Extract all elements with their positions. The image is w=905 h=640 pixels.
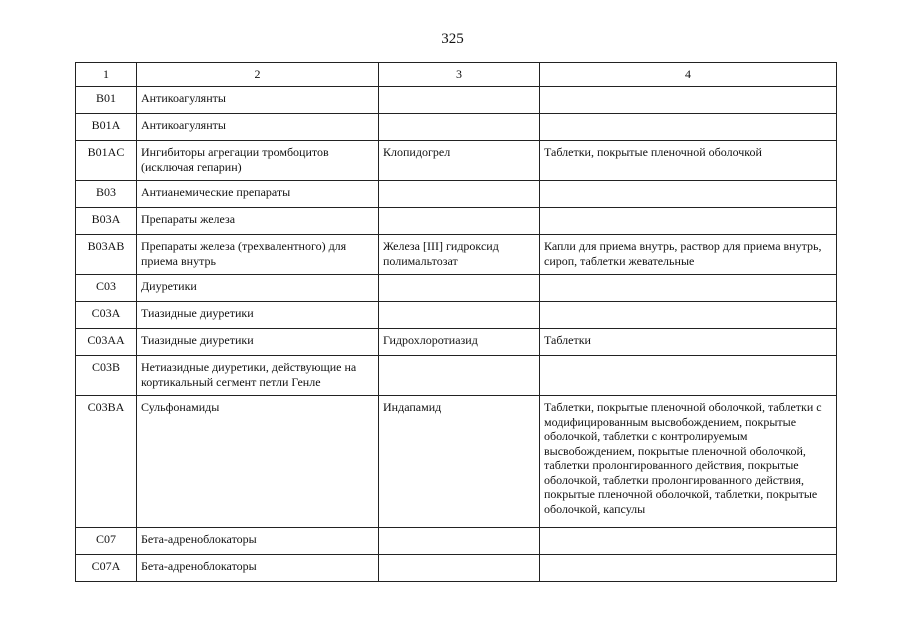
atc-code: C03B [76,356,137,396]
drug-name [379,275,540,302]
pharmacological-group: Препараты железа (трехвалентного) для приема внутрь [137,235,379,275]
drug-name: Гидрохлоротиазид [379,329,540,356]
dosage-form: Капли для приема внутрь, раствор для приема внутрь, сироп, таблетки жевательные [540,235,837,275]
dosage-form [540,555,837,582]
pharmacological-group: Бета-адреноблокаторы [137,528,379,555]
dosage-form [540,114,837,141]
dosage-form [540,302,837,329]
drug-name [379,528,540,555]
table-header-row [76,63,837,87]
atc-code: B01AC [76,141,137,181]
header-col-3: 3 [379,63,540,87]
atc-code: B03 [76,181,137,208]
header-col-1: 1 [76,63,137,87]
table-row [76,396,837,528]
table-row [76,329,837,356]
page-number: 325 [441,31,464,47]
pharmacological-group: Тиазидные диуретики [137,302,379,329]
table-row [76,87,837,114]
drug-name: Индапамид [379,396,540,528]
atc-code: C03AA [76,329,137,356]
dosage-form: Таблетки [540,329,837,356]
table-row [76,528,837,555]
drug-name [379,302,540,329]
table-row [76,181,837,208]
dosage-form [540,528,837,555]
pharmacological-group: Препараты железа [137,208,379,235]
dosage-form [540,275,837,302]
atc-code: C07 [76,528,137,555]
atc-code: C03A [76,302,137,329]
pharmacological-group: Тиазидные диуретики [137,329,379,356]
drug-name [379,208,540,235]
drug-classification-table [75,62,837,582]
dosage-form: Таблетки, покрытые пленочной оболочкой, таблетки с модифицированным высвобождением, покрытые оболочкой, таблетки с контролируемым высвобождением, покрытые пленочной оболочкой, таблетки пролонгированного действия, покрытые оболочкой, таблетки пролонгированного действия, покрытые пленочной оболочкой, таблетки, покрытые оболочкой, капсулы [540,396,837,528]
pharmacological-group: Антианемические препараты [137,181,379,208]
pharmacological-group: Ингибиторы агрегации тромбоцитов (исключая гепарин) [137,141,379,181]
table-row [76,555,837,582]
table-row [76,275,837,302]
pharmacological-group: Бета-адреноблокаторы [137,555,379,582]
atc-code: C03 [76,275,137,302]
atc-code: B03A [76,208,137,235]
header-col-2: 2 [137,63,379,87]
drug-name [379,87,540,114]
pharmacological-group: Антикоагулянты [137,114,379,141]
pharmacological-group: Сульфонамиды [137,396,379,528]
dosage-form [540,208,837,235]
table-row [76,114,837,141]
header-col-4: 4 [540,63,837,87]
dosage-form [540,181,837,208]
atc-code: C03BA [76,396,137,528]
table-row [76,208,837,235]
drug-name [379,114,540,141]
pharmacological-group: Антикоагулянты [137,87,379,114]
pharmacological-group: Диуретики [137,275,379,302]
drug-name [379,555,540,582]
atc-code: B01A [76,114,137,141]
dosage-form [540,87,837,114]
table-row [76,235,837,275]
table-row [76,302,837,329]
drug-name: Клопидогрел [379,141,540,181]
table-row [76,141,837,181]
atc-code: B01 [76,87,137,114]
atc-code: C07A [76,555,137,582]
dosage-form: Таблетки, покрытые пленочной оболочкой [540,141,837,181]
pharmacological-group: Нетиазидные диуретики, действующие на кортикальный сегмент петли Генле [137,356,379,396]
drug-name [379,356,540,396]
drug-name: Железа [III] гидроксид полимальтозат [379,235,540,275]
atc-code: B03AB [76,235,137,275]
dosage-form [540,356,837,396]
drug-name [379,181,540,208]
table-row [76,356,837,396]
